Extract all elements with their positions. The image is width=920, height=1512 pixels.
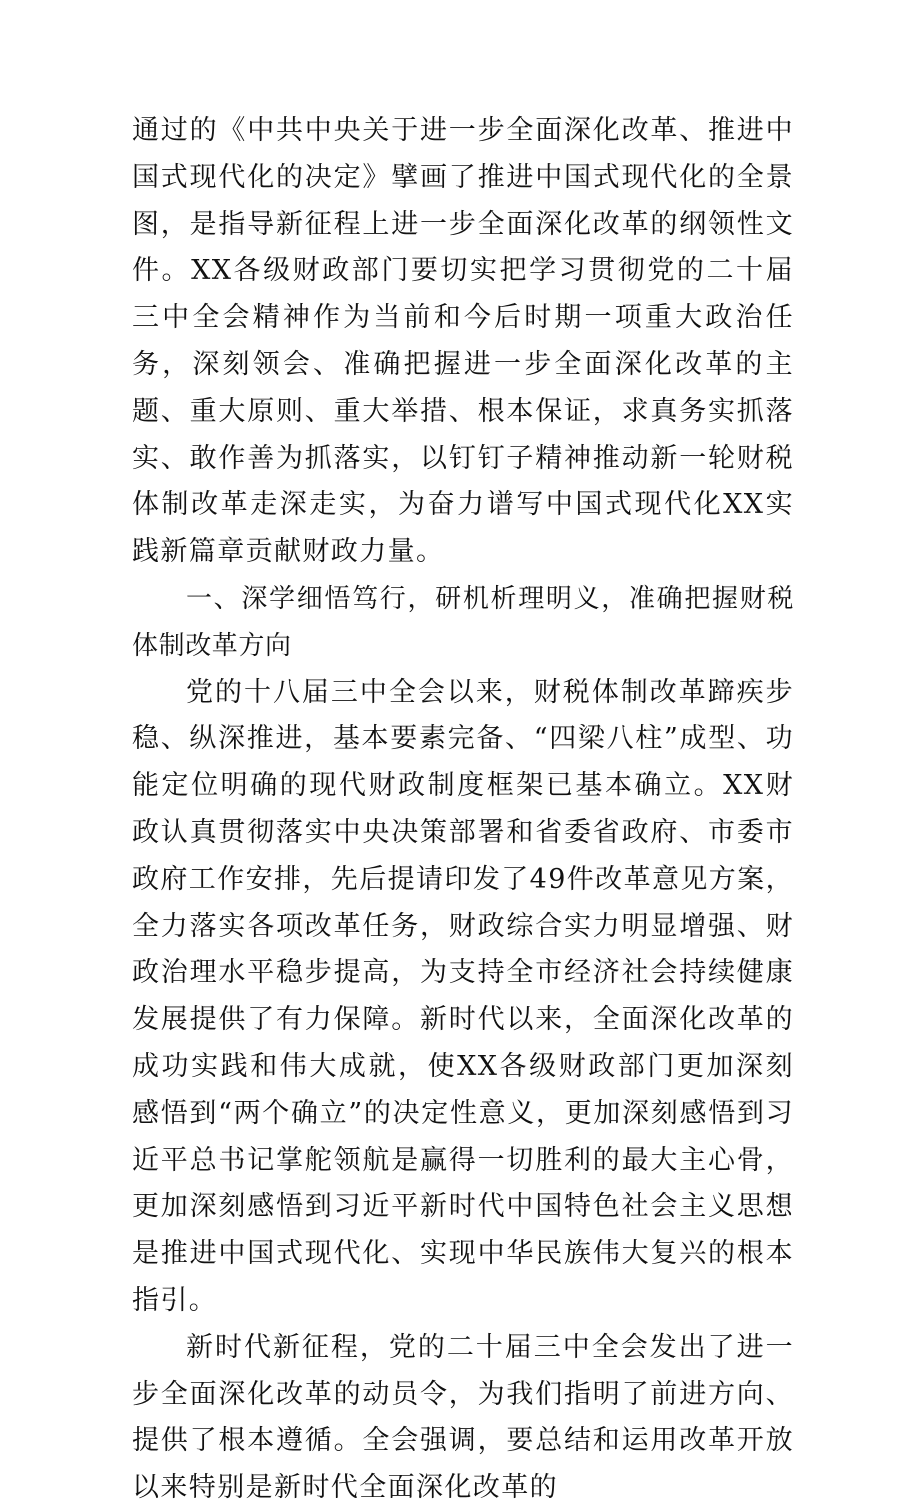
body-paragraph-1: 党的十八届三中全会以来，财税体制改革蹄疾步稳、纵深推进，基本要素完备、“四梁八柱”成型、功能定位明确的现代财政制度框架已基本确立。XX财政认真贯彻落实中央决策部署和省委省政府、市委市政府工作安排，先后提请印发了49件改革意见方案，全力落实各项改革任务，财政综合实力明显增强、财政治理水平稳步提高，为支持全市经济社会持续健康发展提供了有力保障。新时代以来，全面深化改革的成功实践和伟大成就，使XX各级财政部门更加深刻感悟到“两个确立”的决定性意义，更加深刻感悟到习近平总书记掌舵领航是赢得一切胜利的最大主心骨，更加深刻感悟到习近平新时代中国特色社会主义思想是推进中国式现代化、实现中华民族伟大复兴的根本指引。: [132, 676, 794, 1316]
section-heading: 一、深学细悟笃行，研机析理明义，准确把握财税体制改革方向: [132, 583, 794, 661]
document-body: [132, 108, 794, 1512]
intro-paragraph: 通过的《中共中央关于进一步全面深化改革、推进中国式现代化的决定》擘画了推进中国式现代化的全景图，是指导新征程上进一步全面深化改革的纲领性文件。XX各级财政部门要切实把学习贯彻党的二十届三中全会精神作为当前和今后时期一项重大政治任务，深刻领会、准确把握进一步全面深化改革的主题、重大原则、重大举措、根本保证，求真务实抓落实、敢作善为抓落实，以钉钉子精神推动新一轮财税体制改革走深走实，为奋力谱写中国式现代化XX实践新篇章贡献财政力量。: [132, 115, 794, 568]
body-paragraph-2: 新时代新征程，党的二十届三中全会发出了进一步全面深化改革的动员令，为我们指明了前进方向、提供了根本遵循。全会强调，要总结和运用改革开放以来特别是新时代全面深化改革的: [132, 1331, 794, 1504]
